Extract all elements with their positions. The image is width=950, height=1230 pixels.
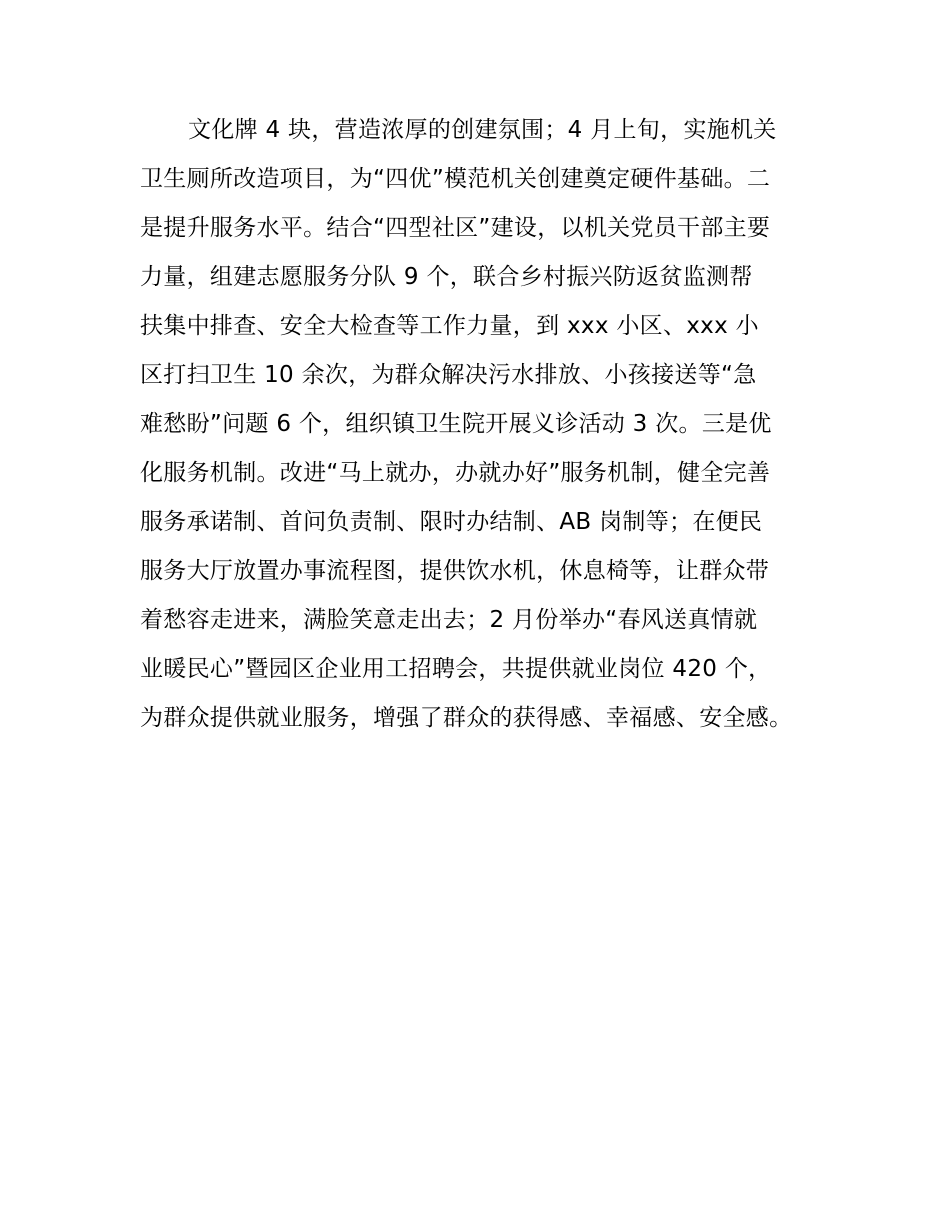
paragraph-line-1: 文化牌 4 块，营造浓厚的创建氛围；4 月上旬，实施机关 [188, 117, 777, 143]
paragraph-line-5: 扶集中排查、安全大检查等工作力量，到 xxx 小区、xxx 小 [140, 313, 759, 339]
body-paragraph [140, 106, 840, 743]
paragraph-line-8: 化服务机制。改进“马上就办，办就办好”服务机制，健全完善 [140, 460, 771, 486]
paragraph-line-3: 是提升服务水平。结合“四型社区”建设，以机关党员干部主要 [140, 215, 771, 241]
paragraph-line-2: 卫生厕所改造项目，为“四优”模范机关创建奠定硬件基础。二 [140, 166, 771, 192]
paragraph-line-7: 难愁盼”问题 6 个，组织镇卫生院开展义诊活动 3 次。三是优 [140, 411, 772, 437]
paragraph-line-6: 区打扫卫生 10 余次，为群众解决污水排放、小孩接送等“急 [140, 362, 757, 388]
paragraph-line-11: 着愁容走进来，满脸笑意走出去；2 月份举办“春风送真情就 [140, 607, 758, 633]
paragraph-line-10: 服务大厅放置办事流程图，提供饮水机，休息椅等，让群众带 [140, 558, 770, 584]
paragraph-line-4: 力量，组建志愿服务分队 9 个，联合乡村振兴防返贫监测帮 [140, 264, 753, 290]
paragraph-line-13: 为群众提供就业服务，增强了群众的获得感、幸福感、安全感。 [140, 705, 793, 731]
paragraph-line-9: 服务承诺制、首问负责制、限时办结制、AB 岗制等；在便民 [140, 509, 763, 535]
paragraph-line-12: 业暖民心”暨园区企业用工招聘会，共提供就业岗位 420 个， [140, 656, 772, 682]
